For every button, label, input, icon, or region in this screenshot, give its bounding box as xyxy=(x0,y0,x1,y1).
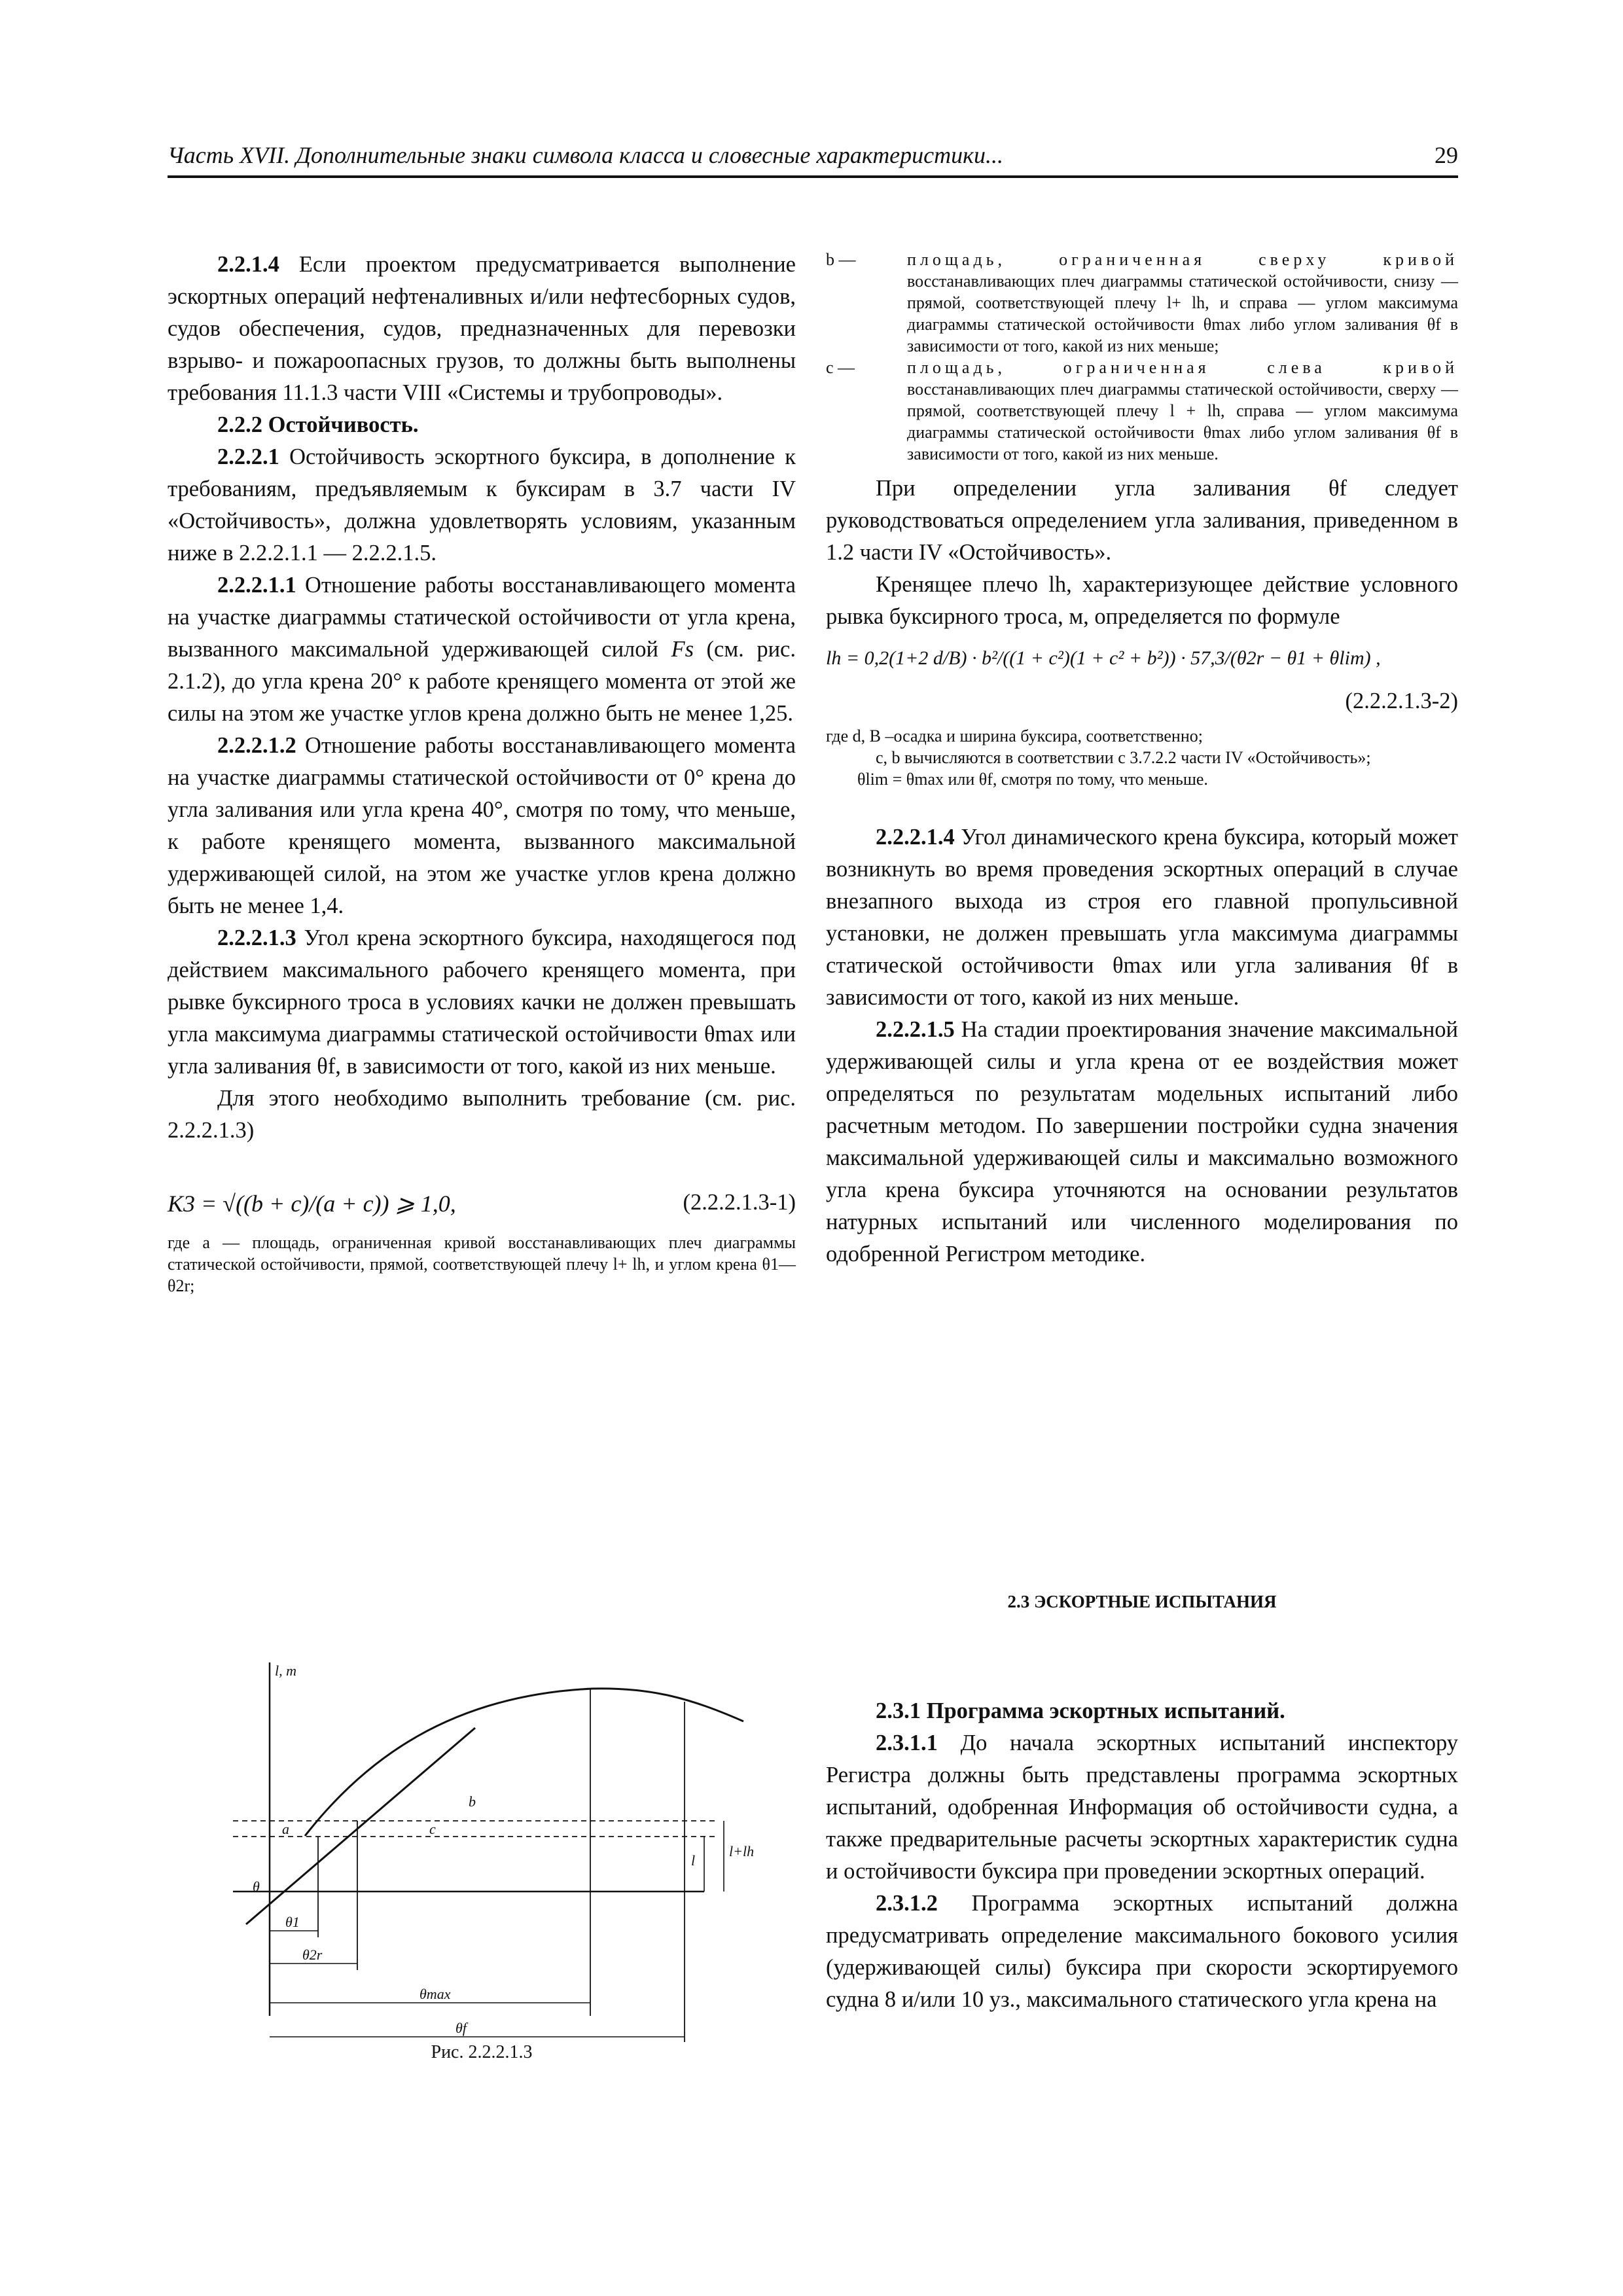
formula-k3-number: (2.2.2.1.3-1) xyxy=(683,1190,796,1215)
heeling-line xyxy=(246,1728,475,1924)
paragraph-2-2-2-1-2: 2.2.2.1.2 Отношение работы восстанавливающего момента на участке диаграммы статической остойчивости от 0° крена до угла заливания или угла крена 40°, смотря по тому, что меньше, к работе кренящего момента, вызванного максимальной удерживающей силой, на этом же участке углов крена должно быть не менее 1,4. xyxy=(168,733,796,918)
where-d-b: где d, B –осадка и ширина буксира, соответственно; xyxy=(826,726,1203,745)
gz-curve xyxy=(305,1689,743,1836)
paragraph-2-2-2-1: 2.2.2.1 Остойчивость эскортного буксира, в дополнение к требованиям, предъявляемым к буксирам в 3.7 части IV «Остойчивость», должна удовлетворять условиям, указанным ниже в 2.2.2.1.1 — 2.2.2.1.5. xyxy=(168,444,796,565)
where-theta-lim: θlim = θmax или θf, смотря по тому, что меньше. xyxy=(857,770,1208,789)
label-thetamax: θmax xyxy=(419,1986,451,2002)
paragraph-2-2-2-1-4: 2.2.2.1.4 Угол динамического крена буксира, который может возникнуть во время проведения эскортных операций в случае внезапного выхода из строя его главной пропульсивной установки, не должен превышать угла максимума диаграммы статической остойчивости θmax или угла заливания θf в зависимости от того, какой из них меньше. xyxy=(826,825,1458,1010)
paragraph-2-3-1-2: 2.3.1.2 Программа эскортных испытаний должна предусматривать определение максимального бокового усилия (удерживающей силы) буксира при скорости эскортируемого судна 8 и/или 10 уз., максимального статического угла крена на xyxy=(826,1891,1458,2012)
where-c-b: c, b вычисляются в соответствии с 3.7.2.2 части IV «Остойчивость»; xyxy=(876,748,1371,767)
label-theta1: θ1 xyxy=(285,1914,300,1930)
label-theta: θ xyxy=(253,1878,260,1895)
heading-2-3-1: 2.3.1 Программа эскортных испытаний. xyxy=(876,1698,1285,1723)
label-axis: l, m xyxy=(275,1662,296,1679)
stability-diagram xyxy=(168,1649,796,2068)
formula-k3: K3 = √((b + c)/(a + c)) ⩾ 1,0, (2.2.2.1.3-1) xyxy=(168,1190,796,1217)
label-c: c xyxy=(429,1821,436,1837)
paragraph-2-2-2-1-3: 2.2.2.1.3 Угол крена эскортного буксира, находящегося под действием максимального рабочего кренящего момента, при рывке буксирного троса в условиях качки не должен превышать угла максимума диаграммы статической остойчивости θmax или угла заливания θf, в зависимости от того, какой из них меньше. xyxy=(168,925,796,1079)
label-theta2r: θ2r xyxy=(302,1946,323,1963)
heading-2-2-2: 2.2.2 Остойчивость. xyxy=(217,412,419,437)
running-header xyxy=(168,141,1458,181)
label-l: l xyxy=(691,1852,696,1869)
page-number: 29 xyxy=(1435,142,1458,168)
paragraph-requirement: Для этого необходимо выполнить требование (см. рис. 2.2.2.1.3) xyxy=(168,1086,796,1143)
label-a: a xyxy=(282,1821,289,1837)
paragraph-2-3-1-1: 2.3.1.1 До начала эскортных испытаний инспектору Регистра должны быть представлены программа эскортных испытаний, одобренная Информация об остойчивости судна, а также предварительные расчеты эскортных характеристик судна и остойчивости буксира при проведении эскортных операций. xyxy=(826,1731,1458,1884)
formula-lh-number: (2.2.2.1.3-2) xyxy=(1345,689,1458,713)
left-column xyxy=(168,249,796,1297)
where-a-definition: где a — площадь, ограниченная кривой восстанавливающих плеч диаграммы статической остойчивости, прямой, соответствующей плечу l+ lh, и углом крена θ1— θ2r; xyxy=(168,1233,796,1295)
paragraph-heeling-lever: Кренящее плечо lh, характеризующее действие условного рывка буксирного троса, м, определяется по формуле xyxy=(826,572,1458,629)
label-llh: l+lh xyxy=(729,1843,755,1859)
label-thetaf: θf xyxy=(455,2020,467,2036)
paragraph-2-2-2-1-5: 2.2.2.1.5 На стадии проектирования значение максимальной удерживающей силы и угла крена от ее воздействия может определяться по результатам модельных испытаний либо расчетным методом. По завершении постройки судна значения максимальной удерживающей силы и максимально возможного угла крена буксира уточняются на основании результатов натурных испытаний или численного моделирования по одобренной Регистром методике. xyxy=(826,1017,1458,1266)
paragraph-flooding-angle: При определении угла заливания θf следует руководствоваться определением угла заливания, приведенном в 1.2 части IV «Остойчивость». xyxy=(826,476,1458,565)
paragraph-2-2-1-4: 2.2.1.4 Если проектом предусматривается выполнение эскортных операций нефтеналивных и/или нефтесборных судов, судов обеспечения, судов, предназначенных для перевозки взрыво- и пожароопасных грузов, то должны быть выполнены требования 11.1.3 части VIII «Системы и трубопроводы». xyxy=(168,252,796,405)
section-title-2-3: 2.3 ЭСКОРТНЫЕ ИСПЫТАНИЯ xyxy=(1007,1592,1277,1611)
header-title: Часть XVII. Дополнительные знаки символа класса и словесные характеристики... xyxy=(168,142,1003,168)
right-column xyxy=(826,249,1458,1270)
label-b: b xyxy=(469,1793,476,1810)
figure-caption: Рис. 2.2.2.1.3 xyxy=(431,2042,533,2062)
definition-b: b — площадь, ограниченная сверху кривой восстанавливающих плеч диаграммы статической остойчивости, снизу — прямой, соответствующей плечу l+ lh, и справа — углом максимума диаграммы статической остойчивости θmax либо углом заливания θf в зависимости от того, какой из них меньше; xyxy=(826,250,1458,355)
paragraph-2-2-2-1-1: 2.2.2.1.1 Отношение работы восстанавливающего момента на участке диаграммы статической остойчивости от угла крена, вызванного максимальной удерживающей силой Fs (см. рис. 2.1.2), до угла крена 20° к работе кренящего момента от этой же силы на этом же участке углов крена должно быть не менее 1,25. xyxy=(168,573,796,726)
right-column-section-2-3 xyxy=(826,1695,1458,2016)
formula-lh: lh = 0,2(1+2 d/B) · b²/((1 + c²)(1 + c² + b²)) · 57,3/(θ2r − θ1 + θlim) , xyxy=(826,647,1381,669)
header-rule xyxy=(168,175,1458,178)
definition-c: c — площадь, ограниченная слева кривой восстанавливающих плеч диаграммы статической остойчивости, сверху — прямой, соответствующей плечу l + lh, справа — углом максимума диаграммы статической остойчивости θmax либо углом заливания θf в зависимости от того, какой из них меньше. xyxy=(826,358,1458,463)
